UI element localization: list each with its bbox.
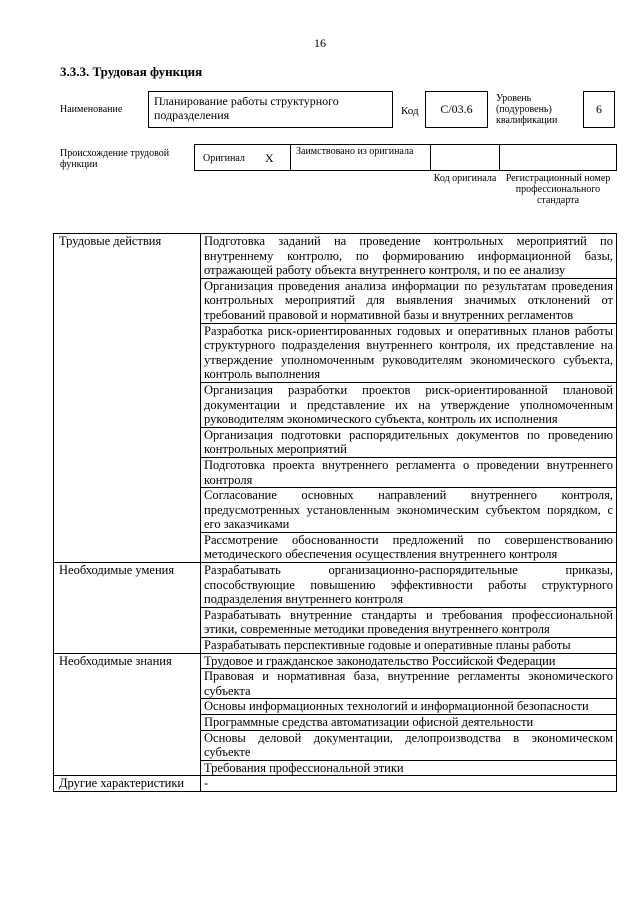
section-title: 3.3.3. Трудовая функция: [60, 64, 203, 79]
code-original-cell: [430, 144, 500, 171]
table-body: [54, 234, 617, 792]
category-cell: Трудовые действия: [54, 234, 201, 563]
table-row: [54, 776, 617, 792]
original-cell: [194, 144, 291, 171]
labor-function-table: [53, 233, 617, 792]
value-cell: Программные средства автоматизации офисной деятельности: [201, 715, 617, 731]
original-label: Оригинал: [203, 153, 245, 164]
table-row: [54, 653, 617, 669]
category-cell: Необходимые знания: [54, 653, 201, 776]
reg-number-label: Регистрационный номер профессионального стандарта: [505, 173, 611, 206]
value-cell: -: [201, 776, 617, 792]
origin-label: Происхождение трудовой функции: [60, 148, 170, 170]
code-value: C/03.6: [425, 91, 488, 128]
value-cell: Основы деловой документации, делопроизводства в экономическом субъекте: [201, 730, 617, 760]
reg-number-cell: [499, 144, 617, 171]
table-row: [54, 563, 617, 608]
name-label: Наименование: [60, 104, 123, 115]
level-value: 6: [583, 91, 615, 128]
page-number: 16: [314, 36, 326, 50]
value-cell: Подготовка проекта внутреннего регламента о проведении внутреннего контроля: [201, 457, 617, 487]
borrowed-label: Заимствовано из оригинала: [296, 146, 414, 157]
table-row: [54, 234, 617, 279]
value-cell: Организация проведения анализа информации по результатам проведения контрольных мероприятий для выявления значимых отклонений от требований правовой и нормативной базы и внутренних регламентов: [201, 278, 617, 323]
category-cell: Другие характеристики: [54, 776, 201, 792]
value-cell: Организация подготовки распорядительных документов по проведению контрольных мероприятий: [201, 427, 617, 457]
value-cell: Разрабатывать перспективные годовые и оперативные планы работы: [201, 638, 617, 654]
name-value: Планирование работы структурного подразделения: [148, 91, 393, 128]
value-cell: Требования профессиональной этики: [201, 760, 617, 776]
value-cell: Разрабатывать внутренние стандарты и требования профессиональной этики, современные методики проведения внутреннего контроля: [201, 607, 617, 637]
value-cell: Трудовое и гражданское законодательство Российской Федерации: [201, 653, 617, 669]
code-label: Код: [401, 105, 419, 117]
value-cell: Основы информационных технологий и информационной безопасности: [201, 699, 617, 715]
value-cell: Согласование основных направлений внутреннего контроля, предусмотренных установленным экономическим субъектом порядком, с его заказчиками: [201, 488, 617, 533]
level-label: Уровень (подуровень) квалификации: [496, 93, 558, 126]
original-mark: X: [265, 151, 274, 165]
code-original-label: Код оригинала: [433, 173, 497, 184]
value-cell: Организация разработки проектов риск-ориентированной плановой документации и представление их на утверждение уполномоченным руководителям экономического субъекта, контроль их исполнения: [201, 382, 617, 427]
value-cell: Правовая и нормативная база, внутренние регламенты экономического субъекта: [201, 669, 617, 699]
value-cell: Рассмотрение обоснованности предложений по совершенствованию методического обеспечения осуществления внутреннего контроля: [201, 532, 617, 562]
value-cell: Разработка риск-ориентированных годовых и оперативных планов работы структурного подразделения внутреннего контроля, их представление на утверждение уполномоченным руководителям экономического субъекта, контроль выполнения: [201, 323, 617, 382]
borrowed-cell: [290, 144, 431, 171]
value-cell: Подготовка заданий на проведение контрольных мероприятий по внутреннему контролю, по формированию информационной базы, отражающей работу объекта внутреннего контроля, и по ее анализу: [201, 234, 617, 279]
value-cell: Разрабатывать организационно-распорядительные приказы, способствующие повышению эффективности работы структурного подразделения внутреннего контроля: [201, 563, 617, 608]
category-cell: Необходимые умения: [54, 563, 201, 654]
